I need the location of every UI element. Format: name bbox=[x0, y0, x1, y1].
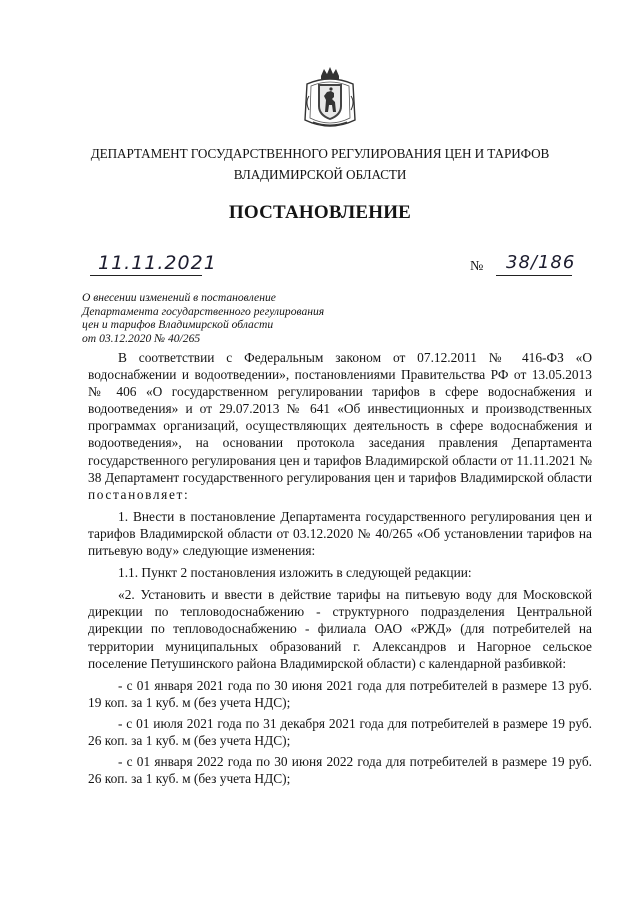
coat-of-arms-icon bbox=[301, 66, 359, 132]
preamble-text: В соответствии с Федеральным законом от 07.12.2011 № 416-ФЗ «О водоснабжении и водоотведении», постановлениями Правительства РФ от 13.05.2013 № 406 «О государственном регулировании тарифов в сфере водоснабжения и водоотведения» и от 29.07.2013 № 641 «Об инвестиционных и производственных программах организаций, осуществляющих деятельность в сфере водоснабжения и водоотведения», на основании протокола заседания правления Департамента государственного регулирования цен и тарифов Владимирской области от 11.11.2021 № 38 Департамент государственного регулирования цен и тарифов Владимирской области bbox=[88, 350, 592, 485]
document-date: 11.11.2021 bbox=[98, 252, 217, 274]
subject-line: цен и тарифов Владимирской области bbox=[82, 318, 274, 332]
item-1-paragraph: 1. Внести в постановление Департамента государственного регулирования цен и тарифов Владимирской области от 03.12.2020 № 40/265 «Об установлении тарифов на питьевую воду» следующие изменения: bbox=[88, 508, 592, 559]
number-underline bbox=[496, 275, 572, 276]
tariff-line: - с 01 января 2022 года по 30 июня 2022 года для потребителей в размере 19 руб. 26 коп. за 1 куб. м (без учета НДС); bbox=[88, 754, 592, 787]
number-sign: № bbox=[470, 259, 484, 274]
document-subject bbox=[82, 291, 402, 346]
document-number: 38/186 bbox=[506, 252, 576, 273]
document-title: ПОСТАНОВЛЕНИЕ bbox=[228, 202, 412, 223]
subject-line: от 03.12.2020 № 40/265 bbox=[82, 332, 201, 346]
decree-word: постановляет: bbox=[88, 486, 190, 502]
department-name-line2: ВЛАДИМИРСКОЙ ОБЛАСТИ bbox=[233, 167, 407, 182]
subject-line: О внесении изменений в постановление bbox=[82, 291, 276, 304]
date-underline bbox=[90, 275, 202, 276]
item-1-1-paragraph: 1.1. Пункт 2 постановления изложить в следующей редакции: bbox=[118, 565, 472, 581]
tariff-line: - с 01 июля 2021 года по 31 декабря 2021 года для потребителей в размере 19 руб. 26 коп. за 1 куб. м (без учета НДС); bbox=[88, 715, 592, 748]
item-2-quote-paragraph: «2. Установить и ввести в действие тарифы на питьевую воду для Московской дирекции по тепловодоснабжению - структурного подразделения Центральной дирекции по тепловодоснабжению - филиала ОАО «РЖД» (для потребителей на территории муниципальных образований г. Александров и Нагорное сельское поселение Петушинского района Владимирской области) с календарной разбивкой: bbox=[88, 587, 592, 671]
document-body bbox=[88, 349, 592, 791]
preamble-paragraph bbox=[88, 349, 592, 503]
subject-line: Департамента государственного регулирования bbox=[82, 304, 325, 318]
tariff-line: - с 01 января 2021 года по 30 июня 2021 года для потребителей в размере 13 руб. 19 коп. за 1 куб. м (без учета НДС); bbox=[88, 677, 592, 710]
department-name-line1: ДЕПАРТАМЕНТ ГОСУДАРСТВЕННОГО РЕГУЛИРОВАНИЯ ЦЕН И ТАРИФОВ bbox=[90, 146, 550, 161]
